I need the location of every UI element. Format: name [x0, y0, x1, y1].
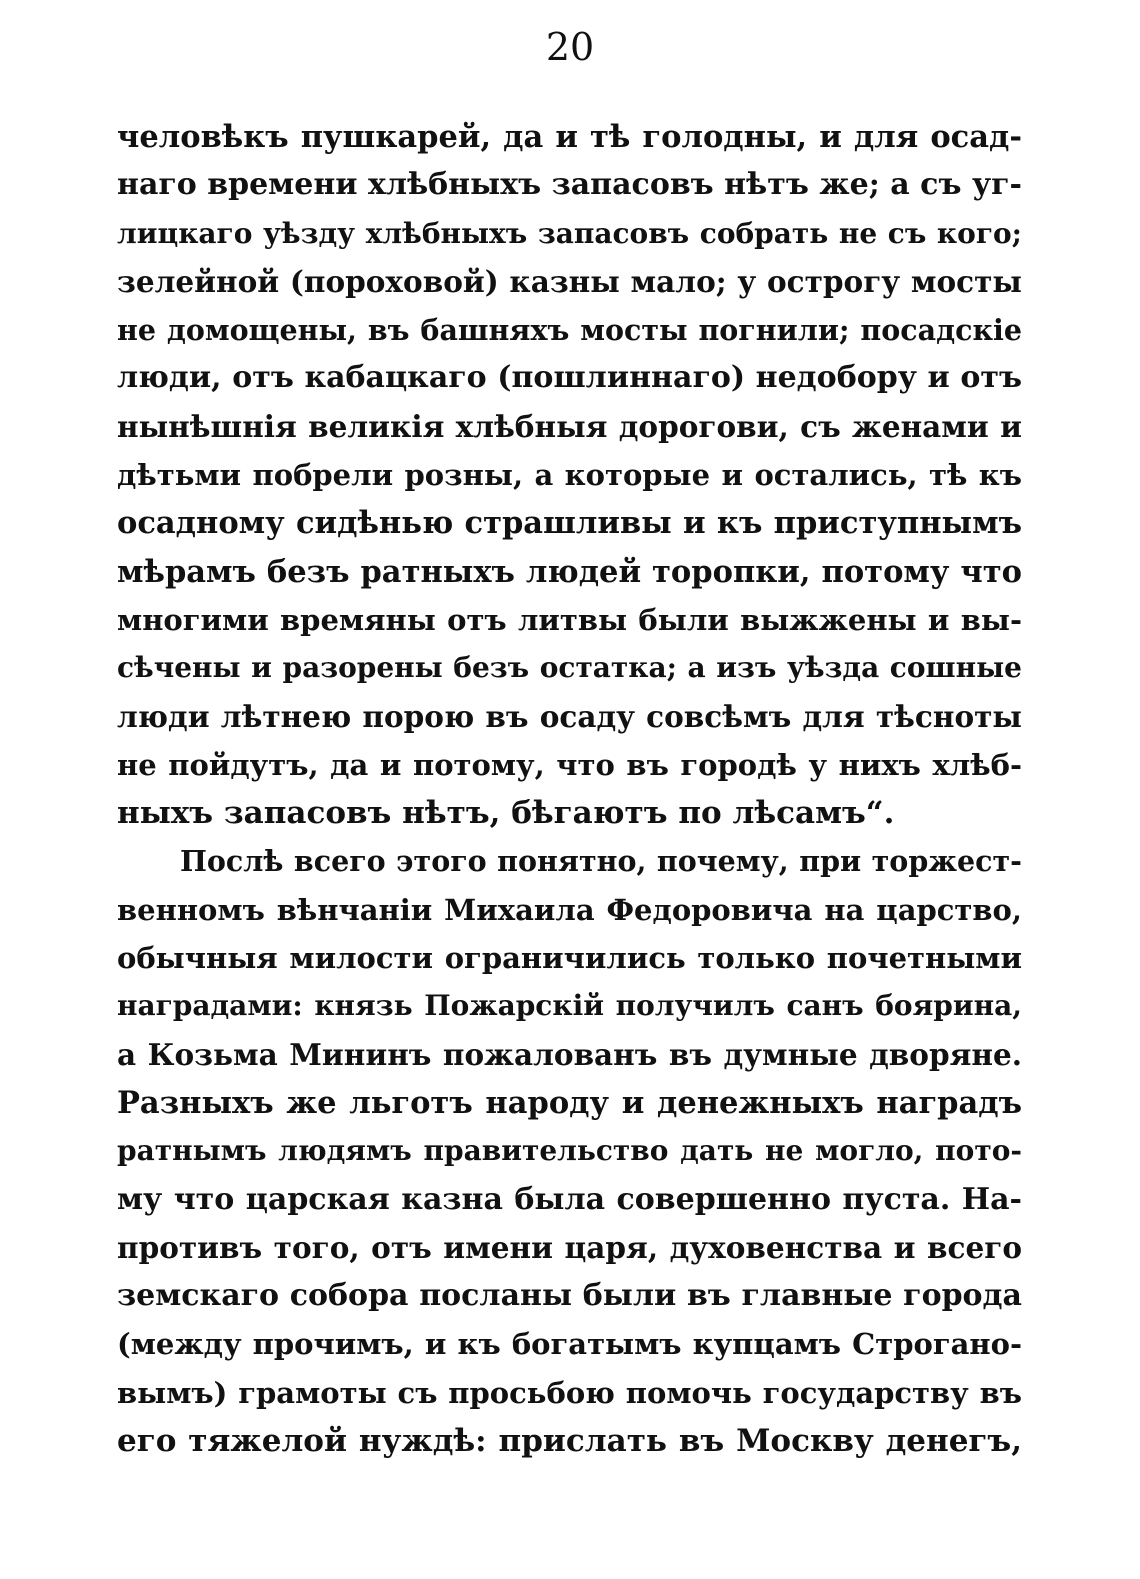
text-line: зелейной (пороховой) казны мало; у острогу мосты: [117, 263, 1022, 299]
text-line: Разныхъ же льготъ народу и денежныхъ наградъ: [117, 1084, 1022, 1121]
text-line: вымъ) грамоты съ просьбою помочь государству въ: [117, 1375, 1022, 1410]
text-line: его тяжелой нуждѣ: прислать въ Москву денегъ,: [117, 1423, 1022, 1460]
body-text: [117, 113, 1022, 1465]
text-line-paragraph-start: Послѣ всего этого понятно, почему, при торжест-: [180, 844, 1022, 879]
text-line: не домощены, въ башняхъ мосты погнили; посадскіе: [117, 313, 1022, 348]
text-line: нынѣшнія великія хлѣбныя дорогови, съ женами и: [117, 408, 1022, 444]
text-line: многими времяны отъ литвы были выжжены и вы-: [117, 602, 1022, 637]
text-line: земскаго собора посланы были въ главные города: [117, 1278, 1022, 1314]
text-line: наградами: князь Пожарскій получилъ санъ боярина,: [117, 989, 1022, 1023]
text-line: осадному сидѣнью страшливы и къ приступнымъ: [117, 505, 1022, 542]
text-line: дѣтьми побрели розны, а которые и остались, тѣ къ: [117, 458, 1022, 493]
text-line: а Козьма Мининъ пожалованъ въ думные дворяне.: [117, 1036, 1022, 1072]
text-line: обычныя милости ограничились только почетными: [117, 941, 1022, 976]
text-line: мѣрамъ безъ ратныхъ людей торопки, потому что: [117, 553, 1022, 590]
text-line: люди, отъ кабацкаго (пошлиннаго) недобору и отъ: [117, 360, 1022, 396]
text-line-paragraph-end: ныхъ запасовъ нѣтъ, бѣгаютъ по лѣсамъ“.: [117, 795, 895, 832]
text-line: венномъ вѣнчаніи Михаила Федоровича на царство,: [117, 892, 1022, 927]
text-line: лицкаго уѣзду хлѣбныхъ запасовъ собрать не съ кого;: [117, 216, 1022, 250]
text-line: сѣчены и разорены безъ остатка; а изъ уѣзда сошные: [117, 651, 1022, 685]
text-line: ратнымъ людямъ правительство дать не могло, пото-: [117, 1134, 1022, 1168]
text-line: противъ того, отъ имени царя, духовенства и всего: [117, 1229, 1022, 1265]
text-line: му что царская казна была совершенно пуста. На-: [117, 1181, 1022, 1217]
text-line: человѣкъ пушкарей, да и тѣ голодны, и для осад-: [117, 119, 1022, 155]
text-line: люди лѣтнею порою въ осаду совсѣмъ для тѣсноты: [117, 698, 1022, 734]
text-line: наго времени хлѣбныхъ запасовъ нѣтъ же; а съ уг-: [117, 167, 1022, 203]
text-line: (между прочимъ, и къ богатымъ купцамъ Строгано-: [117, 1327, 1022, 1362]
text-line: не пойдутъ, да и потому, что въ городѣ у нихъ хлѣб-: [117, 747, 1022, 782]
page-number: 20: [545, 25, 595, 69]
